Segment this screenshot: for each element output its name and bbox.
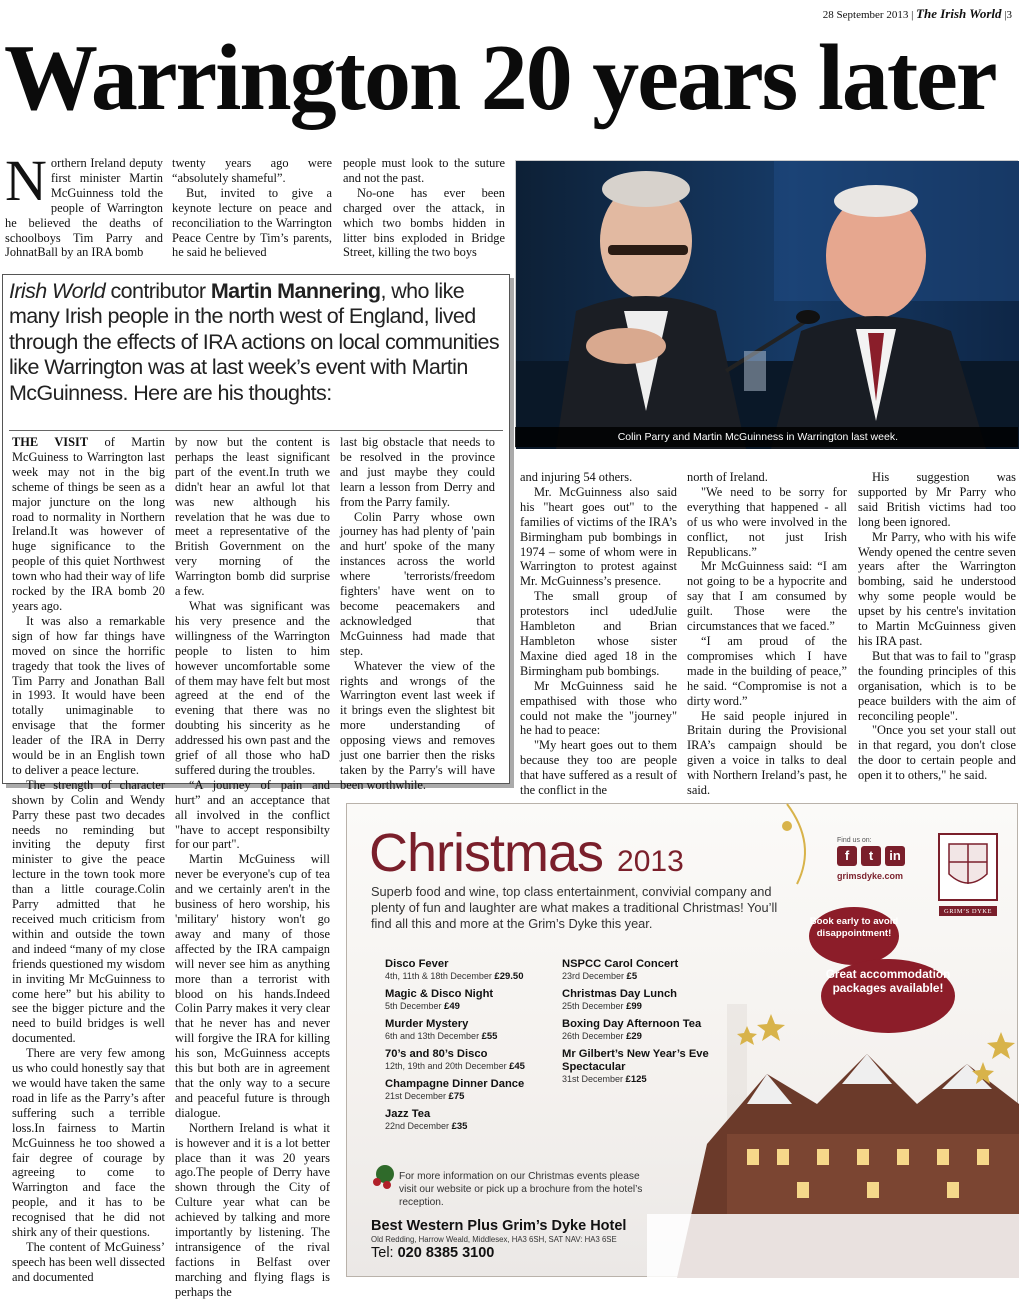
issue-date: 28 September 2013 [822, 9, 909, 21]
event-dates: 4th, 11th & 18th December [385, 971, 492, 981]
lead-in: THE VISIT [12, 435, 89, 449]
header-separator: | [911, 9, 914, 21]
event-price: £29 [626, 1031, 642, 1042]
find-us-label: Find us on: [837, 837, 872, 844]
event-date [562, 1031, 752, 1042]
tel-number[interactable]: 020 8385 3100 [397, 1245, 495, 1261]
photo-caption: Colin Parry and Martin McGuinness in Warrington last week. [515, 427, 1018, 447]
event-price: £55 [481, 1031, 498, 1042]
headline: Warrington 20 years later [4, 26, 996, 130]
event-date [385, 1121, 565, 1132]
paragraph: of Martin McGuiness to Warrington last week may not in the big scheme of things be seen as a major juncture on the long road to normality in Northern Ireland.It was however of huge significance to the people of this quiet Northwest town who had their way of life rocked by the IRA bomb 20 years ago. [12, 435, 165, 613]
intro-col-3 [343, 156, 505, 268]
accommodation-badge: Great accommodation packages available! [821, 959, 955, 1033]
intro-text-2a: twenty years ago were “absolutely shameful”. [172, 156, 332, 185]
hotel-name: Best Western Plus Grim’s Dyke Hotel [371, 1218, 627, 1234]
page-number: |3 [1004, 9, 1012, 21]
facebook-icon[interactable]: f [837, 846, 857, 866]
hotel-address: Old Redding, Harrow Weald, Middlesex, HA3 6SH, SAT NAV: HA3 6SE [371, 1235, 617, 1244]
event-name: Christmas Day Lunch [562, 988, 678, 1000]
page-header [823, 6, 1012, 22]
intro-col-2 [172, 156, 332, 268]
paragraph: Whatever the view of the rights and wrongs of the Warrington event last week if it brings even the slightest bit more understanding of opposing views and removes just one barrier then the risks taken by the Parry's will have been worthwhile. [340, 658, 495, 792]
event-price: £45 [509, 1061, 525, 1072]
paragraph: last big obstacle that needs to be resolved in the province and just maybe they could learn a lesson from Derry and from the Parry family. [340, 435, 495, 509]
paragraph: "Once you set your stall out in that regard, you don't close the door to certain people and open it to others," he said. [858, 723, 1016, 783]
event-item [385, 1108, 565, 1132]
drop-cap: N [5, 148, 47, 213]
event-date [385, 1061, 565, 1072]
event-dates: 12th, 19th and 20th December [385, 1061, 507, 1071]
event-date [385, 1001, 565, 1012]
event-name: Boxing Day Afternoon Tea [562, 1018, 702, 1030]
event-dates: 22nd December [385, 1121, 450, 1131]
book-early-badge: Book early to avoid disappointment! [809, 907, 899, 965]
event-item [385, 1048, 565, 1072]
paragraph: "We need to be sorry for everything that happened - all of us who were involved in the conflict, not just Irish Republicans.” [687, 484, 847, 559]
event-item [385, 988, 565, 1012]
paragraph: The strength of character shown by Colin and Wendy Parry these past two decades needs no reminding but inviting the deputy first minister to give the peace lecture in the town took more than a little courage.Colin Parry admitted that he received much criticism from within and outside the town and indeed “many of my close friends questioned my wisdom in inviting Mr McGuinness to come here” but his ability to see the bigger picture and the need to build bridges is well documented. [12, 777, 165, 1046]
event-item [385, 1018, 565, 1042]
body-col-2 [175, 435, 330, 1299]
body-col-6 [858, 470, 1016, 790]
body-col-1 [12, 435, 165, 1284]
paragraph: Martin McGuiness will never be everyone's cup of tea and we certainly aren't in the business of hero worship, his 'military' history won't go away and many of those affected by the IRA campaign will never see him as anything more than a terrorist with blood on his hands.Indeed Colin Parry makes it very clear that he never has and never will forgive the IRA for killing his son, McGuinness accepts this but both are in agreement that the only way to a secure and peaceful future is through dialogue. [175, 852, 330, 1120]
event-date [385, 1091, 565, 1102]
event-dates: 25th December [562, 1001, 624, 1011]
paragraph: “I am proud of the compromises which I have made in the building of peace,” he said. “Compromise is not a dirty word.” [687, 633, 847, 708]
paragraph: He said people injured in Britain during the Provisional IRA’s campaign should be given a voice in talks to deal with Northern Ireland’s past, he said. [687, 708, 847, 798]
linkedin-icon[interactable]: in [885, 846, 905, 866]
intro-text-3b: No-one has ever been charged over the attack, in which two bombs hidden in litter bins exploded in Bridge Street, killing the two boys [343, 185, 505, 260]
event-name: Murder Mystery [385, 1018, 469, 1030]
event-price: £5 [626, 971, 638, 982]
event-price: £99 [626, 1001, 642, 1012]
intro-col-1 [5, 148, 163, 268]
paragraph: The small group of protestors incl udedJulie Hambleton and Brian Hambleton whose sister Maxine died aged 18 in the Birmingham pub bombings. [520, 589, 677, 678]
event-item [385, 1078, 565, 1102]
event-item [385, 958, 565, 982]
ad-year: 2013 [617, 845, 684, 878]
tel-label: Tel: [371, 1245, 398, 1261]
event-dates: 26th December [562, 1031, 624, 1041]
paragraph: There are very few among us who could honestly say that we would have taken the same road in life as the Parry’s after suffering such a terrible loss.In fairness to Martin McGuinness he too showed a fair degree of courage by agreeing to come to Warrington and face the people, and it has to be recognised that he did not shirk any of their questions. [12, 1046, 165, 1240]
christmas-advert [346, 803, 1018, 1277]
event-name: Magic & Disco Night [385, 988, 494, 1000]
event-date [562, 1001, 752, 1012]
event-price: £29.50 [494, 971, 524, 982]
paragraph: north of Ireland. [687, 470, 768, 484]
news-photo [515, 160, 1018, 448]
event-item [562, 1048, 752, 1085]
paragraph: What was significant was his very presence and the willingness of the Warrington people to listen to him however uncomfortable some of them may have felt but most agreed at the end of the evening that there was no doubting his sincerity as he addressed his own past and the grief of all those who haD suffered during the troubles. [175, 598, 330, 777]
event-item [562, 988, 752, 1012]
paragraph: and injuring 54 others. [520, 470, 633, 484]
ad-title [369, 822, 684, 884]
event-name: Disco Fever [385, 958, 449, 970]
paper-name: The Irish World [916, 6, 1002, 21]
body-col-4 [520, 470, 677, 798]
paragraph: Mr McGuinness said: “I am not going to be a hypocrite and say that I am consumed by guilt. Those were the circumstances that we faced.” [687, 559, 847, 634]
event-dates: 23rd December [562, 971, 625, 981]
paragraph: Mr Parry, who with his wife Wendy opened the centre seven years after the Warrington bombing, said he understood why some people would be upset by his centre's invitation to Martin McGuinness given his IRA past. [858, 529, 1016, 648]
event-name: Jazz Tea [385, 1108, 431, 1120]
event-price: £35 [451, 1121, 468, 1132]
divider [9, 430, 503, 431]
body-col-5 [687, 470, 847, 798]
event-price: £75 [448, 1091, 465, 1102]
crest-label: GRIM’S DYKE [944, 908, 992, 915]
paragraph: by now but the content is perhaps the least significant part of the event.In truth we didn't hear an awful lot that was new although his revelation that he was due to meet a representative of the British Government on the very morning of the Warrington bomb did surprise a few. [175, 435, 330, 599]
event-date [385, 971, 565, 982]
paragraph: But that was to fail to "grasp the founding principles of this organisation, which is to be peace builders with the aim of reconciling people". [858, 648, 1016, 723]
event-dates: 21st December [385, 1091, 447, 1101]
event-date [385, 1031, 565, 1042]
event-dates: 5th December [385, 1001, 442, 1011]
intro-text-1: orthern Ireland deputy first minister Martin McGuinness told the people of Warrington he believed the deaths of schoolboys Tim Parry and JohnatBall by an IRA bomb [5, 156, 163, 260]
crest-icon [939, 834, 997, 916]
body-col-3 [340, 435, 495, 792]
event-item [562, 958, 752, 982]
event-name: NSPCC Carol Concert [562, 958, 679, 970]
paragraph: Mr. McGuinness also said his "heart goes out" to the families of victims of the IRA’s Birmingham pub bombings in 1974 – some of whom were in Warrington to protest against Mr. McGuinness’s presence. [520, 484, 677, 589]
twitter-icon[interactable]: t [861, 846, 881, 866]
paragraph: "My heart goes out to them because they too are people that have suffered as a result of the conflict in the [520, 738, 677, 798]
intro-text-3a: people must look to the suture and not the past. [343, 156, 505, 185]
paragraph: The content of McGuiness’ speech has been well dissected and documented [12, 1239, 165, 1284]
ad-title-word: Christmas [369, 823, 604, 883]
ad-info-text: For more information on our Christmas events please visit our website or pick up a brochure from the hotel’s reception. [399, 1171, 643, 1208]
paragraph: Mr McGuinness said he empathised with those who could not make the "journey" he had to peace: [520, 678, 677, 738]
standfirst-rest: , who like many Irish people in the north west of England, lived through the effects of IRA actions on local communities like Warrington was at last week’s event with Martin McGuinness. Here are his thoughts: [9, 279, 500, 405]
standfirst-contrib: contributor [105, 279, 211, 303]
events-left [385, 958, 565, 1138]
event-dates: 31st December [562, 1074, 624, 1084]
paragraph: Colin Parry whose own journey has had plenty of 'pain and hurt' spoke of the many instances across the world where 'terrorists/freedom fighters' have went on to become peacemakers and acknowledged that McGuinness had made that step. [340, 509, 495, 658]
events-right [562, 958, 752, 1091]
event-price: £49 [444, 1001, 460, 1012]
event-date [562, 1074, 752, 1085]
event-dates: 6th and 13th December [385, 1031, 480, 1041]
event-name: 70’s and 80’s Disco [385, 1048, 488, 1060]
paragraph: It was also a remarkable sign of how far things have moved on since the horrific tragedy that took the lives of Tim Parry and Jonathan Ball in 1993. It would have been totally unimaginable to envisage that the former leader of the IRA in Derry would be in an English town to deliver a peace lecture. [12, 613, 165, 777]
social-icons [837, 846, 905, 866]
website-link[interactable]: grimsdyke.com [837, 871, 904, 881]
paragraph: His suggestion was supported by Mr Parry who said British victims had too long been ignored. [858, 470, 1016, 529]
event-name: Champagne Dinner Dance [385, 1078, 525, 1090]
photo-image [516, 161, 1019, 449]
paragraph: “A journey of pain and hurt” and an acceptance that all involved in the conflict "have to accept responsibilty for our part". [175, 777, 330, 852]
paragraph: Northern Ireland is what it is however and it is a lot better place than it was 20 years ago.The people of Derry have shown through the City of Culture year what can be achieved by talking and more importantly by listening. The intransigence of the rival factions in Belfast over marching and flying flags is perhaps the [175, 1120, 330, 1299]
standfirst-text [9, 279, 504, 406]
event-name: Mr Gilbert’s New Year’s Eve Spectacular [562, 1048, 709, 1073]
standfirst-pub: Irish World [9, 279, 106, 303]
event-price: £125 [625, 1074, 647, 1085]
event-item [562, 1018, 752, 1042]
ad-intro: Superb food and wine, top class entertainment, convivial company and plenty of fun and laughter are what makes a traditional Christmas! You’ll find all this and more at the Grim’s Dyke this year. [371, 884, 778, 931]
intro-text-2b: But, invited to give a keynote lecture on peace and reconciliation to the Warrington Peace Centre by Tim’s parents, he said he believed [172, 185, 332, 260]
hotel-telephone [371, 1245, 494, 1261]
event-date [562, 971, 752, 982]
standfirst-author: Martin Mannering [210, 279, 381, 303]
